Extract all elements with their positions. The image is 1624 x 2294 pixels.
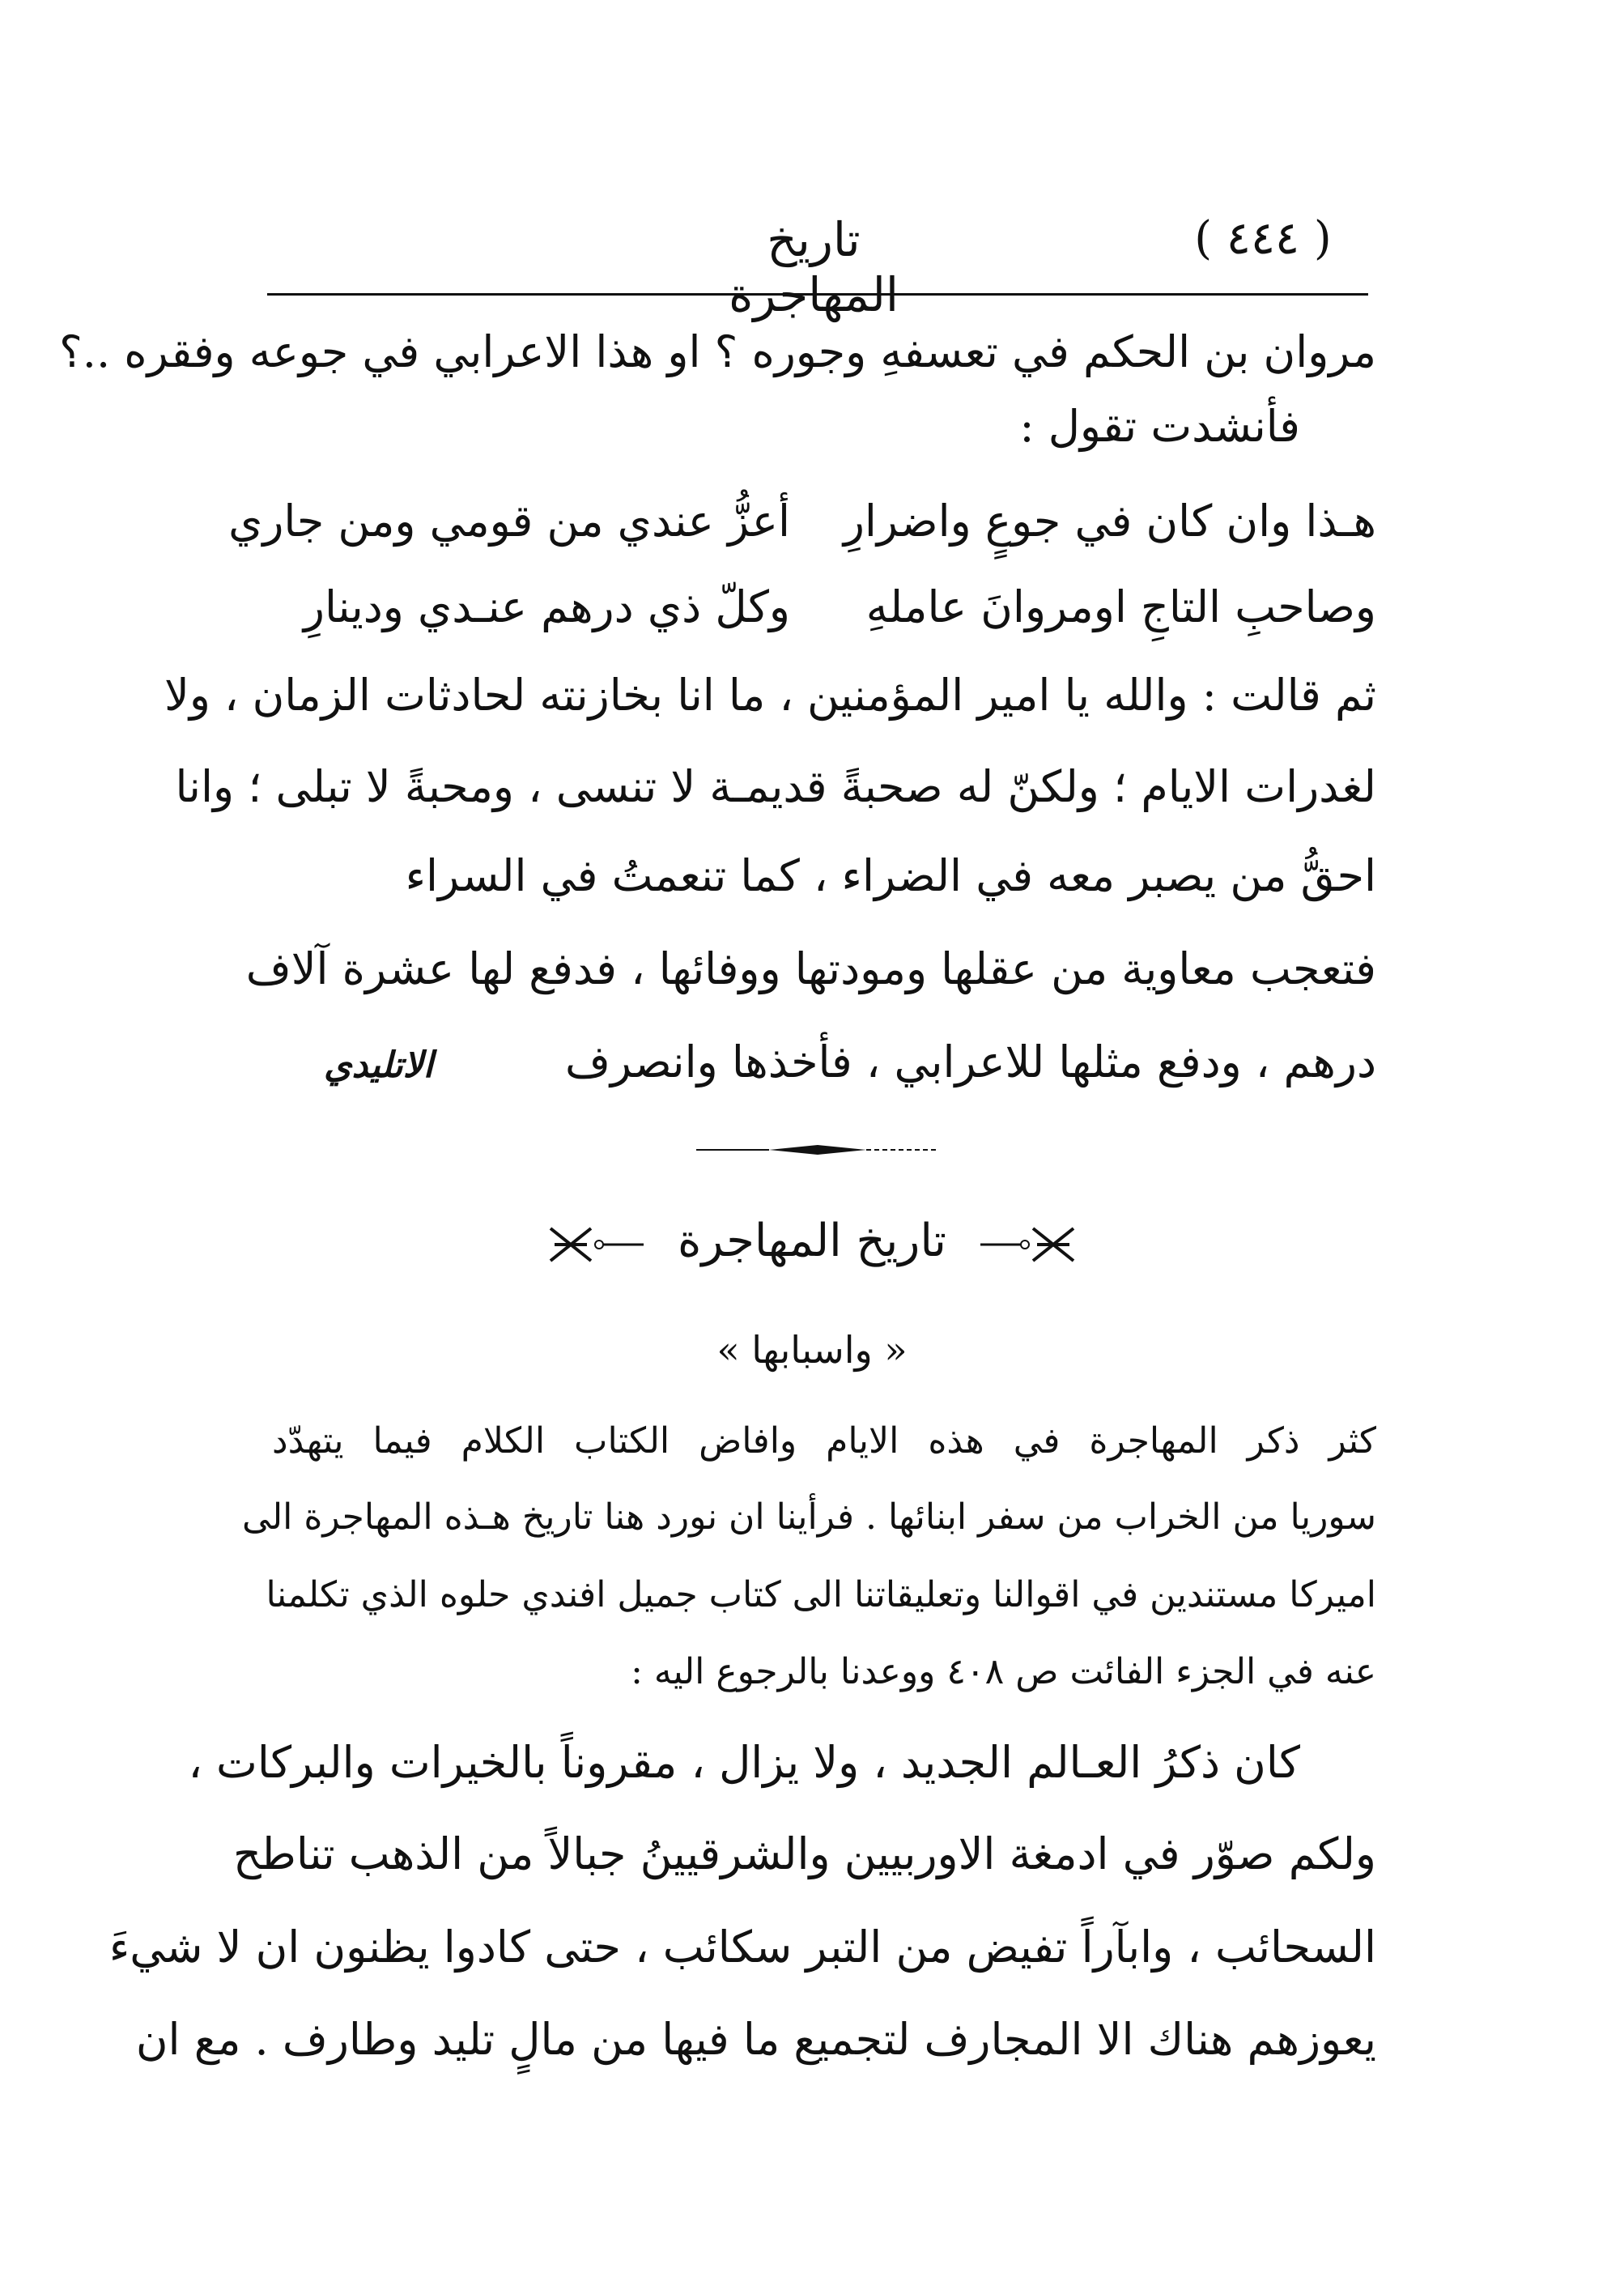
text-line: مروان بن الحكم في تعسفهِ وجوره ؟ او هذا الاعرابي في جوعه وفقره ..؟ <box>59 326 1376 377</box>
poem-hemistich-left: أعزُّ عندي من قومي ومن جاري <box>228 496 790 547</box>
text-line: يعوزهم هناك الا المجارف لتجميع ما فيها من مالٍ تليد وطارف . مع ان <box>135 2014 1376 2065</box>
author-signature: الاتليدي <box>324 1045 433 1086</box>
text-line: كان ذكرُ العـالم الجديد ، ولا يزال ، مقروناً بالخيرات والبركات ، <box>188 1737 1300 1788</box>
text-line: فتعجب معاوية من عقلها ومودتها ووفائها ، فدفع لها عشرة آلاف <box>245 943 1376 994</box>
section-title: تاريخ المهاجرة <box>678 1215 946 1267</box>
running-title: تاريخ المهاجرة <box>729 212 899 322</box>
text-line: درهم ، ودفع مثلها للاعرابي ، فأخذها وانصرف <box>564 1036 1376 1087</box>
page-number: ( ٤٤٤ ) <box>1194 212 1332 265</box>
text-line: سوريا من الخراب من سفر ابنائها . فرأينا ان نورد هنا تاريخ هـذه المهاجرة الى <box>242 1496 1376 1538</box>
text-line: ولكم صوّر في ادمغة الاوربيين والشرقيينُ جبالاً من الذهب تناطح <box>233 1828 1376 1879</box>
section-subheading: « واسبابها » <box>716 1328 908 1372</box>
poem-hemistich-right: هـذا وان كان في جوعٍ واضرارِ <box>843 496 1376 547</box>
text-line: السحائب ، وابآراً تفيض من التبر سكائب ، حتى كادوا يظنون ان لا شيءَ <box>108 1922 1376 1973</box>
header-rule <box>267 293 1368 296</box>
text-line: كثر ذكر المهاجرة في هذه الايام وافاض الكتاب الكلام فيما يتهدّد <box>272 1420 1376 1462</box>
section-heading <box>0 1215 1624 1267</box>
text-line: اميركا مستندين في اقوالنا وتعليقاتنا الى كتاب جميل افندي حلوه الذي تكلمنا <box>266 1574 1376 1615</box>
heading-ornament-left-icon <box>980 1224 1078 1265</box>
text-line: احقُّ من يصبر معه في الضراء ، كما تنعمتُ في السراء <box>405 850 1376 901</box>
text-line: لغدرات الايام ؛ ولكنّ له صحبةً قديمـة لا تنسى ، ومحبةً لا تبلى ؛ وانا <box>175 761 1376 812</box>
text-line: فأنشدت تقول : <box>1019 401 1300 452</box>
poem-hemistich-left: وكلّ ذي درهم عنـدي ودينارِ <box>303 581 790 632</box>
text-line: ثم قالت : والله يا امير المؤمنين ، ما انا بخازنته لحادثات الزمان ، ولا <box>164 670 1376 721</box>
ornament-separator-icon <box>696 1142 939 1158</box>
heading-ornament-right-icon <box>546 1224 644 1265</box>
poem-hemistich-right: وصاحبِ التاجِ اومروانَ عاملهِ <box>865 581 1376 632</box>
text-line: عنه في الجزء الفائت ص ٤٠٨ ووعدنا بالرجوع اليه : <box>631 1651 1376 1692</box>
